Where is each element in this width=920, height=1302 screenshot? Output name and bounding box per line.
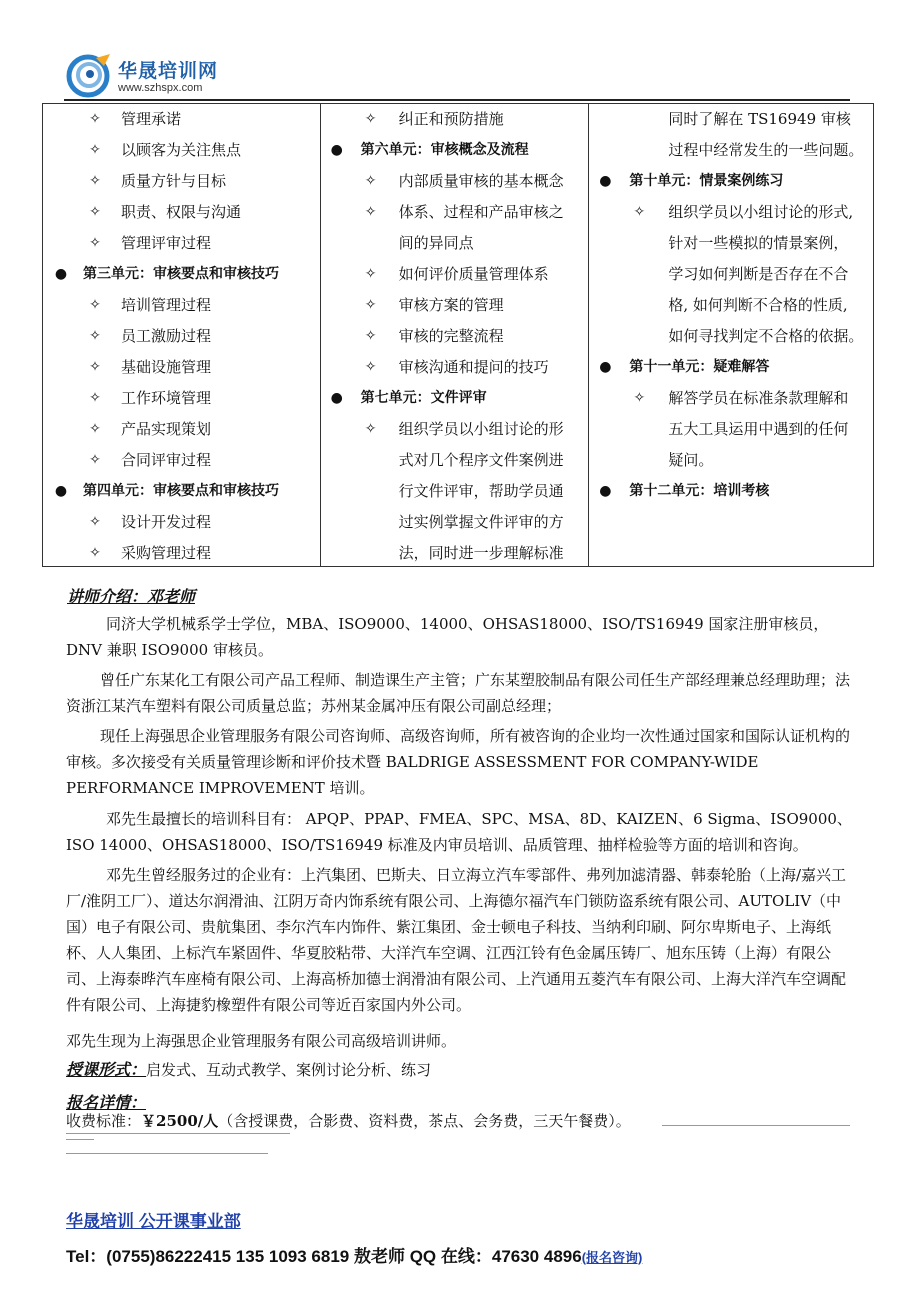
outline-item <box>321 166 589 197</box>
outline-item <box>43 538 320 566</box>
outline-text: 疑问。 <box>668 451 714 469</box>
outline-text: 如何寻找判定不合格的依据。 <box>668 327 864 345</box>
outline-text: 过程中经常发生的一些问题。 <box>668 141 864 159</box>
outline-item <box>589 104 873 135</box>
course-outline-table <box>42 103 874 567</box>
department-link[interactable]: 华晟培训 公开课事业部 <box>66 1212 241 1231</box>
outline-unit-heading <box>321 135 589 166</box>
outline-item <box>321 445 589 476</box>
outline-text: 体系、过程和产品审核之 <box>398 203 564 221</box>
divider <box>66 1139 94 1140</box>
diamond-bullet-icon: ✧ <box>633 204 646 220</box>
outline-text: 行文件评审，帮助学员通 <box>398 482 564 500</box>
diamond-bullet-icon: ✧ <box>364 204 377 220</box>
diamond-bullet-icon: ✧ <box>89 452 101 468</box>
diamond-bullet-icon: ✧ <box>89 545 101 561</box>
outline-item <box>589 135 873 166</box>
outline-item <box>43 352 320 383</box>
fee-label: 收费标准： <box>66 1112 142 1130</box>
outline-item <box>589 197 873 228</box>
outline-item <box>43 414 320 445</box>
outline-text: 培训管理过程 <box>121 296 212 314</box>
outline-item <box>321 321 589 352</box>
outline-text: 产品实现策划 <box>121 420 212 438</box>
outline-text: 间的异同点 <box>398 234 474 252</box>
outline-text: 管理评审过程 <box>121 234 212 252</box>
diamond-bullet-icon: ✧ <box>89 173 101 189</box>
bullet-dot-icon: ● <box>330 390 343 406</box>
outline-unit-heading <box>589 476 873 507</box>
outline-unit-heading <box>589 352 873 383</box>
outline-item <box>321 197 589 228</box>
diamond-bullet-icon: ✧ <box>89 111 101 127</box>
diamond-bullet-icon: ✧ <box>89 235 101 251</box>
outline-text: 第六单元：审核概念及流程 <box>360 142 529 158</box>
bullet-dot-icon: ● <box>599 173 612 189</box>
outline-text: 质量方针与目标 <box>121 172 227 190</box>
diamond-bullet-icon: ✧ <box>89 359 101 375</box>
outline-text: 审核方案的管理 <box>398 296 504 314</box>
diamond-bullet-icon: ✧ <box>633 390 646 406</box>
outline-item <box>43 507 320 538</box>
outline-item <box>589 383 873 414</box>
teaching-form-text: 启发式、互动式教学、案例讨论分析、练习 <box>146 1061 432 1079</box>
outline-item <box>43 197 320 228</box>
outline-item <box>321 476 589 507</box>
outline-text: 合同评审过程 <box>121 451 212 469</box>
diamond-bullet-icon: ✧ <box>89 514 101 530</box>
outline-text: 式对几个程序文件案例进 <box>398 451 564 469</box>
outline-text: 第七单元：文件评审 <box>360 390 487 406</box>
outline-text: 解答学员在标准条款理解和 <box>668 389 849 407</box>
registration-label: 报名详情： <box>66 1093 147 1112</box>
outline-column-1 <box>43 104 321 566</box>
outline-item <box>43 135 320 166</box>
outline-text: 管理承诺 <box>121 110 182 128</box>
outline-text: 员工激励过程 <box>121 327 212 345</box>
outline-item <box>43 290 320 321</box>
outline-item <box>589 259 873 290</box>
bullet-dot-icon: ● <box>599 359 612 375</box>
teaching-form-label: 授课形式： <box>66 1060 147 1079</box>
lecturer-paragraph-6: 邓先生现为上海强思企业管理服务有限公司高级培训讲师。 <box>66 1032 457 1050</box>
bullet-dot-icon: ● <box>54 483 68 499</box>
outline-item <box>321 259 589 290</box>
diamond-bullet-icon: ✧ <box>89 204 101 220</box>
diamond-bullet-icon: ✧ <box>364 173 377 189</box>
outline-unit-heading <box>43 476 320 507</box>
bullet-dot-icon: ● <box>330 142 343 158</box>
fee-note: （含授课费，合影费、资料费，茶点、会务费，三天午餐费）。 <box>218 1112 631 1130</box>
outline-text: 设计开发过程 <box>121 513 212 531</box>
outline-text: 第四单元：审核要点和审核技巧 <box>83 483 279 499</box>
outline-text: 过实例掌握文件评审的方 <box>398 513 564 531</box>
outline-item <box>321 414 589 445</box>
outline-column-3 <box>589 104 873 566</box>
outline-item <box>43 104 320 135</box>
outline-item <box>43 321 320 352</box>
contact-text: Tel：(0755)86222415 135 1093 6819 敖老师 QQ 在线：47630 4896 <box>66 1247 582 1266</box>
outline-text: 工作环境管理 <box>121 389 212 407</box>
outline-text: 五大工具运用中遇到的任何 <box>668 420 849 438</box>
divider <box>66 1153 268 1154</box>
outline-item <box>321 290 589 321</box>
enquiry-link[interactable]: (报名咨询) <box>581 1250 643 1265</box>
outline-text: 同时了解在 TS16949 审核 <box>668 110 851 128</box>
outline-text: 组织学员以小组讨论的形式, <box>668 203 854 221</box>
diamond-bullet-icon: ✧ <box>364 266 377 282</box>
outline-text: 纠正和预防措施 <box>398 110 504 128</box>
outline-text: 以顾客为关注焦点 <box>121 141 242 159</box>
diamond-bullet-icon: ✧ <box>364 421 377 437</box>
logo-icon <box>66 52 112 98</box>
outline-item <box>321 538 589 566</box>
outline-text: 采购管理过程 <box>121 544 212 562</box>
outline-column-2 <box>321 104 590 566</box>
lecturer-paragraph-4: 邓先生最擅长的培训科目有： APQP、PPAP、FMEA、SPC、MSA、8D、KAIZEN、6 Sigma、ISO9000、ISO 14000、OHSAS18000、ISO/TS16949 标准及内审员培训、品质管理、抽样检验等方面的培训和咨询。 <box>66 810 852 854</box>
outline-text: 学习如何判断是否存在不合 <box>668 265 849 283</box>
outline-text: 格, 如何判断不合格的性质, <box>668 296 848 314</box>
outline-item <box>589 228 873 259</box>
diamond-bullet-icon: ✧ <box>364 297 377 313</box>
outline-text: 第十一单元：疑难解答 <box>629 359 770 375</box>
outline-item <box>321 507 589 538</box>
outline-text: 如何评价质量管理体系 <box>398 265 549 283</box>
lecturer-paragraph-3: 现任上海强思企业管理服务有限公司咨询师、高级咨询师，所有被咨询的企业均一次性通过国家和国际认证机构的审核。多次接受有关质量管理诊断和评价技术暨 BALDRIGE ASSESSMENT FOR COMPANY-WIDE PERFORMANCE IMPROVEMENT 培训。 <box>66 727 851 797</box>
outline-text: 基础设施管理 <box>121 358 212 376</box>
outline-unit-heading <box>589 166 873 197</box>
diamond-bullet-icon: ✧ <box>364 359 377 375</box>
header-rule <box>64 99 850 101</box>
diamond-bullet-icon: ✧ <box>89 297 101 313</box>
outline-item <box>321 228 589 259</box>
divider <box>662 1125 850 1126</box>
lecturer-paragraph-1: 同济大学机械系学士学位，MBA、ISO9000、14000、OHSAS18000、ISO/TS16949 国家注册审核员，DNV 兼职 ISO9000 审核员。 <box>66 615 829 659</box>
brand-name: 华晟培训网 <box>118 60 219 82</box>
outline-text: 内部质量审核的基本概念 <box>398 172 564 190</box>
teaching-form <box>66 1057 431 1080</box>
outline-item <box>43 383 320 414</box>
fee-line <box>66 1110 631 1131</box>
outline-item <box>321 104 589 135</box>
lecturer-title: 讲师介绍：邓老师 <box>67 587 196 606</box>
outline-unit-heading <box>321 383 589 414</box>
outline-item <box>43 166 320 197</box>
divider <box>66 1133 290 1134</box>
outline-text: 针对一些模拟的情景案例， <box>668 234 849 252</box>
lecturer-paragraph-5: 邓先生曾经服务过的企业有：上汽集团、巴斯夫、日立海立汽车零部件、弗列加滤清器、韩泰轮胎（上海/嘉兴工厂/淮阴工厂）、道达尔润滑油、江阴万奇内饰系统有限公司、上海德尔福汽车门锁防盗系统有限公司、AUTOLIV（中国）电子有限公司、贵航集团、李尔汽车内饰件、紫江集团、金士顿电子科技、当纳利印刷、阿尔卑斯电子、上海纸杯、人人集团、上标汽车紧固件、华夏胶粘带、大洋汽车空调、江西江铃有色金属压铸厂、旭东压铸（上海）有限公司、上海泰晔汽车座椅有限公司、上海高桥加德士润滑油有限公司、上汽通用五菱汽车有限公司、上海大洋汽车空调配件有限公司、上海捷豹橡塑件有限公司等近百家国内外公司。 <box>66 866 847 1014</box>
diamond-bullet-icon: ✧ <box>364 111 377 127</box>
bullet-dot-icon: ● <box>599 483 612 499</box>
fee-value: ￥2500/人 <box>141 1112 219 1130</box>
bullet-dot-icon: ● <box>54 266 68 282</box>
diamond-bullet-icon: ✧ <box>89 390 101 406</box>
outline-item <box>589 414 873 445</box>
outline-item <box>43 228 320 259</box>
outline-item <box>589 290 873 321</box>
outline-item <box>589 445 873 476</box>
outline-text: 职责、权限与沟通 <box>121 203 242 221</box>
outline-text: 第十二单元：培训考核 <box>629 483 770 499</box>
outline-text: 审核的完整流程 <box>398 327 504 345</box>
lecturer-paragraph-2: 曾任广东某化工有限公司产品工程师、制造课生产主管；广东某塑胶制品有限公司任生产部经理兼总经理助理；法资浙江某汽车塑料有限公司质量总监；苏州某金属冲压有限公司副总经理； <box>66 671 851 715</box>
diamond-bullet-icon: ✧ <box>364 328 377 344</box>
outline-item <box>589 321 873 352</box>
diamond-bullet-icon: ✧ <box>89 328 101 344</box>
outline-text: 第十单元：情景案例练习 <box>629 173 784 189</box>
outline-item <box>43 445 320 476</box>
outline-text: 组织学员以小组讨论的形 <box>398 420 564 438</box>
outline-item <box>321 352 589 383</box>
outline-unit-heading <box>43 259 320 290</box>
site-url[interactable]: www.szhspx.com <box>118 82 203 94</box>
contact-line <box>66 1242 642 1267</box>
diamond-bullet-icon: ✧ <box>89 421 101 437</box>
outline-text: 审核沟通和提问的技巧 <box>398 358 549 376</box>
diamond-bullet-icon: ✧ <box>89 142 101 158</box>
outline-text: 法，同时进一步理解标准 <box>398 544 564 562</box>
outline-text: 第三单元：审核要点和审核技巧 <box>83 266 279 282</box>
